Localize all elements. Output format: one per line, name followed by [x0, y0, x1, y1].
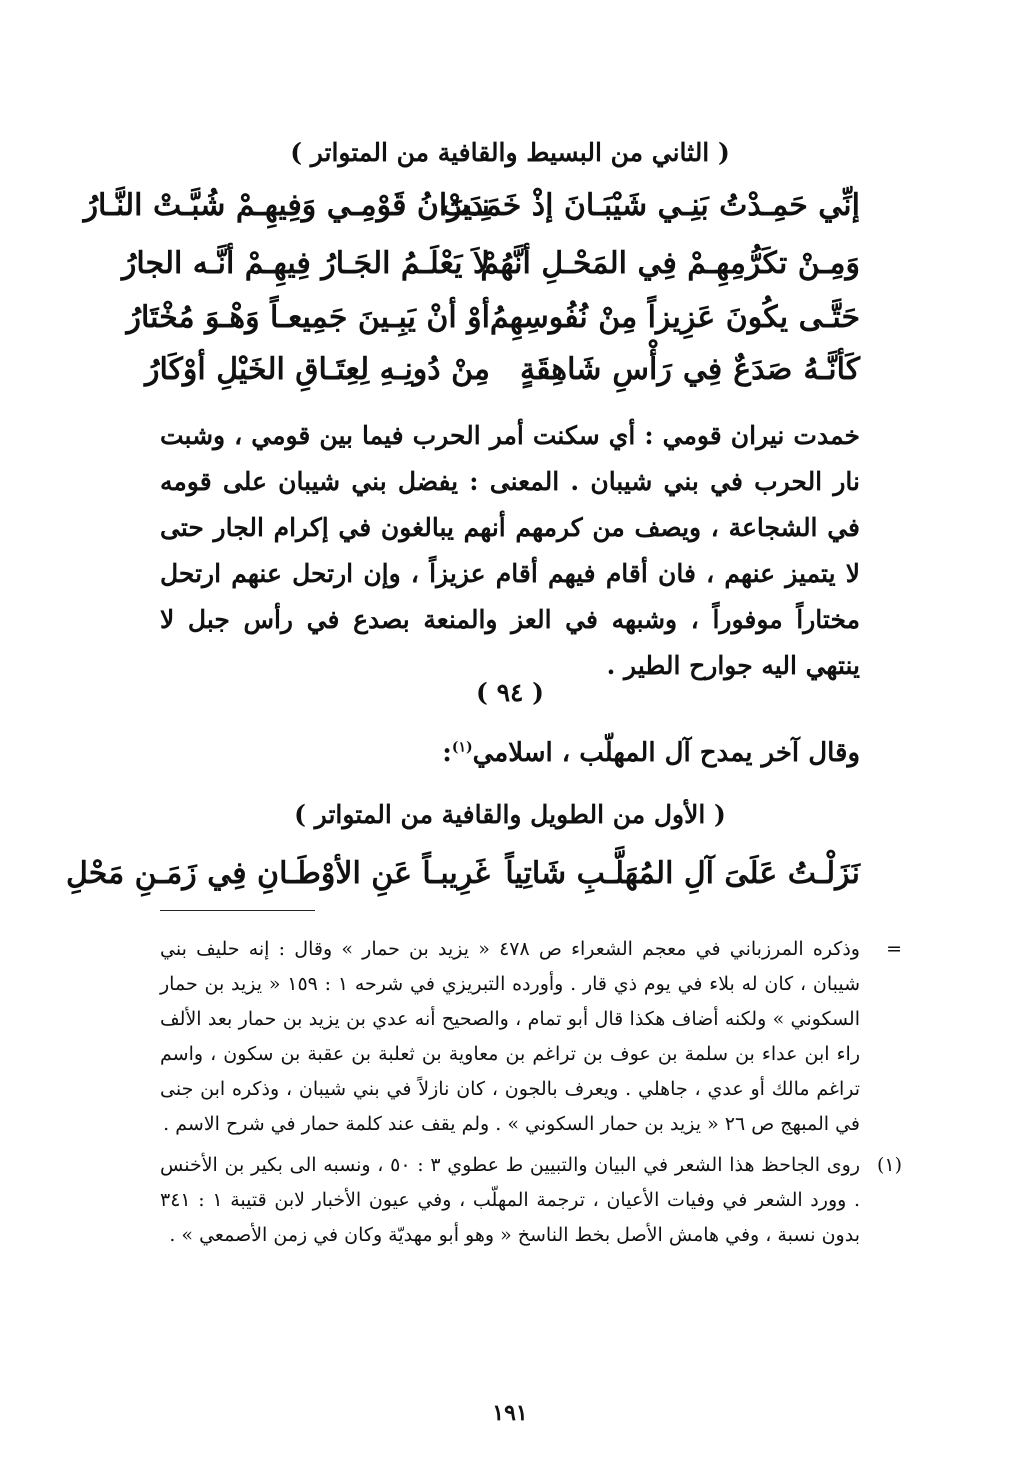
footnote-reference: (١)	[451, 739, 473, 756]
verse-3-first-hemistich: حَتَّـى يكُونَ عَزِيزاً مِنْ نُفُوسِهِمُ	[489, 300, 860, 335]
verse-4-first-hemistich: كَأنَّـهُ صَدَعٌ فِي رَأْسِ شَاهِقَةٍ	[520, 352, 860, 387]
footnotes	[160, 932, 902, 1253]
verse-2-first-hemistich: وَمِـنْ تكَرُّمِهِـمْ فِي المَحْـلِ أنَّهُمْ	[480, 246, 860, 281]
verse-2-second-hemistich: لاَ يَعْلَـمُ الجَـارُ فِيهِـمْ أنَّـه الجارُ	[121, 246, 490, 281]
poem-2-second-hemistich: غَرِيبـاً عَنِ الأوْطَـانِ فِي زَمَـنِ مَحْلِ	[66, 856, 490, 891]
verse-4	[145, 352, 860, 396]
footnote-continuation	[160, 932, 902, 1142]
poem-2-verse	[66, 856, 860, 900]
footnote-marker: =	[886, 938, 902, 960]
verse-2	[121, 246, 860, 290]
verse-4-second-hemistich: مِنْ دُونِـهِ لِعِتَـاقِ الخَيْلِ أوْكَارُ	[145, 352, 490, 387]
commentary-lead: خمدت نيران قومي :	[644, 421, 860, 450]
verse-1	[83, 188, 860, 232]
verse-3-second-hemistich: أوْ أنْ يَبِـينَ جَمِيعـاً وَهْـوَ مُخْتَارُ	[126, 300, 490, 335]
verse-3	[126, 300, 860, 344]
footnote-marker: (١)	[876, 1154, 902, 1176]
footnote-text: وذكره المرزباني في معجم الشعراء ص ٤٧٨ « يزيد بن حمار » وقال : إنه حليف بني شيبان ، كان له بلاء في يوم ذي قار . وأورده التبريزي في شرحه ١ : ١٥٩ « يزيد بن حمار السكوني » ولكنه أضاف هكذا قال أبو تمام ، والصحيح أنه عدي بن يزيد بن حمار بعد الألف راء ابن عداء بن سلمة بن عوف بن تراغم بن معاوية بن ثعلبة بن عقبة بن سكون ، واسم تراغم مالك أو عدي ، جاهلي . ويعرف بالجون ، كان نازلاً في بني شيبان ، وذكره ابن جنى في المبهج ص ٢٦ « يزيد بن حمار السكوني » . ولم يقف عند كلمة حمار في شرح الاسم .	[160, 938, 861, 1135]
page-number: ١٩١	[492, 1400, 528, 1426]
commentary-text: أي سكنت أمر الحرب فيما بين قومي ، وشبت نار الحرب في بني شيبان . المعنى : يفضل بني شيبان على قومه في الشجاعة ، ويصف من كرمهم أنهم يبالغون في إكرام الجار حتى لا يتميز عنهم ، فان أقام فيهم أقام عزيزاً ، وإن ارتحل عنهم ارتحل مختاراً موفوراً ، وشبهه في العز والمنعة بصدع في رأس جبل لا ينتهي اليه جوارح الطير .	[160, 421, 860, 680]
meter-heading-2: ( الأول من الطويل والقافية من المتواتر )	[294, 800, 726, 829]
verse-1-second-hemistich: نِـيرَانُ قَوْمِـي وَفِيهِـمْ شُبَّـتْ النَّـارُ	[83, 188, 490, 223]
meter-heading-1: ( الثاني من البسيط والقافية من المتواتر )	[290, 138, 730, 167]
poem-intro-colon: :	[442, 738, 452, 768]
poem-intro	[160, 738, 860, 768]
poem-intro-text: وقال آخر يمدح آل المهلّب ، اسلامي	[472, 738, 860, 768]
poem-number: ( ٩٤ )	[476, 678, 544, 707]
footnote-text: روى الجاحظ هذا الشعر في البيان والتبيين ط عطوي ٣ : ٥٠ ، ونسبه الى بكير بن الأخنس . وورد الشعر في وفيات الأعيان ، ترجمة المهلّب ، وفي عيون الأخبار لابن قتيبة ١ : ٣٤١ بدون نسبة ، وفي هامش الأصل بخط الناسخ « وهو أبو مهديّة وكان في زمن الأصمعي » .	[160, 1154, 861, 1246]
verse-1-first-hemistich: إنِّي حَمِـدْتُ بَنِـي شَيْبَـانَ إذْ خَمَدَتْ	[441, 188, 860, 223]
poem-2-first-hemistich: نَزَلْـتُ عَلَىَ آلِ المُهَلَّـبِ شَاتِياً	[505, 856, 860, 891]
footnote-1	[160, 1148, 902, 1253]
commentary-paragraph	[160, 413, 860, 689]
footnote-separator	[160, 910, 315, 911]
